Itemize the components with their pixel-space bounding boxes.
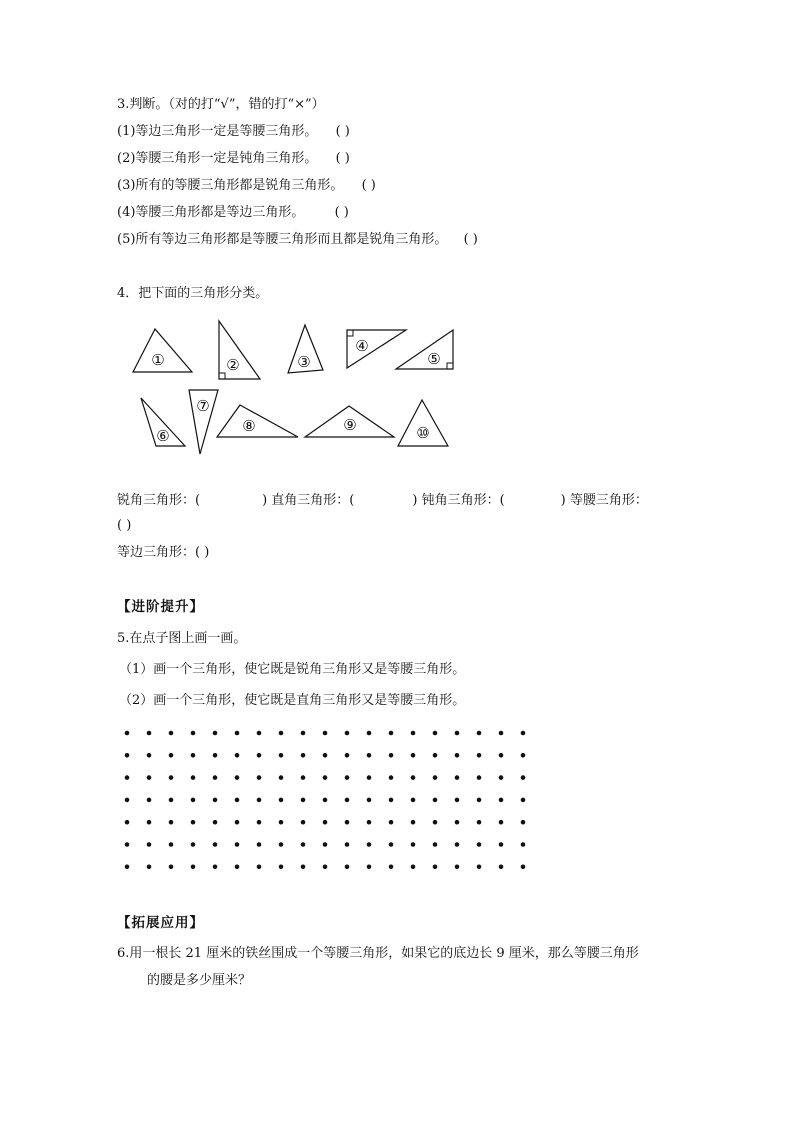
grid-dot[interactable] (411, 820, 416, 825)
grid-dot[interactable] (367, 865, 372, 870)
grid-dot[interactable] (169, 865, 174, 870)
grid-dot[interactable] (279, 753, 284, 758)
grid-dot[interactable] (257, 798, 262, 803)
grid-dot[interactable] (521, 798, 526, 803)
grid-dot[interactable] (235, 731, 240, 736)
q3-item-4 (117, 204, 349, 222)
grid-dot[interactable] (169, 798, 174, 803)
triangle-label-9: ⑨ (343, 416, 357, 434)
grid-dot[interactable] (301, 798, 306, 803)
grid-dot[interactable] (499, 731, 504, 736)
grid-dot[interactable] (521, 820, 526, 825)
grid-dot[interactable] (147, 753, 152, 758)
q5-item-2: （2）画一个三角形，使它既是直角三角形又是等腰三角形。 (119, 693, 466, 708)
triangle-label-6: ⑥ (156, 427, 170, 445)
grid-dot[interactable] (521, 775, 526, 780)
grid-dot[interactable] (323, 865, 328, 870)
grid-dot[interactable] (191, 798, 196, 803)
grid-dot[interactable] (301, 865, 306, 870)
grid-dot[interactable] (301, 820, 306, 825)
answer-blank[interactable]: ( ) (335, 124, 350, 139)
grid-dot[interactable] (279, 798, 284, 803)
grid-dot[interactable] (235, 775, 240, 780)
q3-item-2 (117, 150, 350, 168)
grid-dot[interactable] (147, 865, 152, 870)
q5-title: 5.在点子图上画一画。 (117, 631, 247, 646)
grid-dot[interactable] (499, 775, 504, 780)
grid-dot[interactable] (323, 820, 328, 825)
grid-dot[interactable] (411, 842, 416, 847)
grid-dot[interactable] (367, 753, 372, 758)
grid-dot[interactable] (125, 731, 130, 736)
grid-dot[interactable] (477, 865, 482, 870)
grid-dot[interactable] (323, 775, 328, 780)
answer-blank[interactable]: ( ) (463, 232, 478, 247)
grid-dot[interactable] (411, 731, 416, 736)
grid-dot[interactable] (169, 842, 174, 847)
q6-line-1: 6.用一根长 21 厘米的铁丝围成一个等腰三角形，如果它的底边长 9 厘米，那么等腰三角形 (117, 946, 639, 961)
grid-dot[interactable] (455, 753, 460, 758)
grid-dot[interactable] (147, 798, 152, 803)
grid-dot[interactable] (191, 775, 196, 780)
triangle-5 (396, 330, 453, 369)
grid-dot[interactable] (521, 731, 526, 736)
grid-dot[interactable] (301, 775, 306, 780)
grid-dot[interactable] (125, 775, 130, 780)
triangle-label-5: ⑤ (427, 350, 441, 368)
grid-dot[interactable] (433, 775, 438, 780)
triangle-label-7: ⑦ (196, 397, 210, 415)
q3-title: 3.判断。（对的打“√”，错的打“×”） (117, 97, 325, 112)
q4-title: 4．把下面的三角形分类。 (117, 286, 269, 301)
grid-dot[interactable] (257, 753, 262, 758)
acute-label: 锐角三角形：( (117, 493, 201, 508)
grid-dot[interactable] (499, 798, 504, 803)
grid-dot[interactable] (169, 775, 174, 780)
grid-dot[interactable] (125, 820, 130, 825)
grid-dot[interactable] (389, 842, 394, 847)
triangle-label-8: ⑧ (242, 417, 256, 435)
grid-dot[interactable] (191, 731, 196, 736)
grid-dot[interactable] (279, 842, 284, 847)
grid-dot[interactable] (521, 842, 526, 847)
grid-dot[interactable] (433, 865, 438, 870)
grid-dot[interactable] (169, 753, 174, 758)
grid-dot[interactable] (213, 798, 218, 803)
grid-dot[interactable] (191, 820, 196, 825)
grid-dot[interactable] (499, 842, 504, 847)
triangle-label-1: ① (151, 351, 165, 369)
q6-line-2: 的腰是多少厘米？ (147, 973, 252, 988)
advanced-heading: 【进阶提升】 (117, 599, 204, 615)
grid-dot[interactable] (455, 775, 460, 780)
q3-item-text: (1)等边三角形一定是等腰三角形。 (117, 124, 318, 139)
grid-dot[interactable] (411, 775, 416, 780)
grid-dot[interactable] (345, 731, 350, 736)
grid-dot[interactable] (125, 798, 130, 803)
grid-dot[interactable] (499, 820, 504, 825)
grid-dot[interactable] (279, 820, 284, 825)
q5-item-1: （1）画一个三角形，使它既是锐角三角形又是等腰三角形。 (119, 662, 466, 677)
grid-dot[interactable] (235, 842, 240, 847)
grid-dot[interactable] (411, 865, 416, 870)
grid-dot[interactable] (455, 798, 460, 803)
grid-dot[interactable] (433, 753, 438, 758)
grid-dot[interactable] (411, 753, 416, 758)
triangle-8 (217, 405, 298, 437)
triangle-label-10: ⑩ (416, 424, 430, 442)
grid-dot[interactable] (345, 798, 350, 803)
grid-dot[interactable] (301, 753, 306, 758)
q3-item-text: (5)所有等边三角形都是等腰三角形而且都是锐角三角形。 (117, 232, 448, 247)
grid-dot[interactable] (213, 775, 218, 780)
grid-dot[interactable] (521, 753, 526, 758)
extension-heading: 【拓展应用】 (117, 915, 204, 931)
grid-dot[interactable] (499, 753, 504, 758)
grid-dot[interactable] (279, 775, 284, 780)
grid-dot[interactable] (389, 865, 394, 870)
grid-dot[interactable] (235, 820, 240, 825)
grid-dot[interactable] (323, 798, 328, 803)
grid-dot[interactable] (345, 753, 350, 758)
grid-dot[interactable] (389, 820, 394, 825)
grid-dot[interactable] (367, 775, 372, 780)
grid-dot[interactable] (345, 842, 350, 847)
triangles-figure (0, 312, 794, 492)
grid-dot[interactable] (345, 865, 350, 870)
grid-dot[interactable] (191, 865, 196, 870)
obtuse-label: ) 钝角三角形：( (412, 493, 505, 508)
grid-dot[interactable] (213, 865, 218, 870)
grid-dot[interactable] (477, 731, 482, 736)
grid-dot[interactable] (169, 731, 174, 736)
grid-dot[interactable] (367, 731, 372, 736)
grid-dot[interactable] (279, 731, 284, 736)
triangle-label-4: ④ (355, 337, 369, 355)
grid-dot[interactable] (455, 865, 460, 870)
grid-dot[interactable] (191, 753, 196, 758)
grid-dot[interactable] (213, 753, 218, 758)
grid-dot[interactable] (389, 798, 394, 803)
grid-dot[interactable] (389, 731, 394, 736)
grid-dot[interactable] (433, 731, 438, 736)
grid-dot[interactable] (345, 775, 350, 780)
grid-dot[interactable] (323, 753, 328, 758)
grid-dot[interactable] (455, 842, 460, 847)
q3-item-1 (117, 123, 350, 141)
isosceles-label: ) 等腰三角形： (560, 493, 648, 508)
grid-dot[interactable] (257, 842, 262, 847)
q3-item-text: (2)等腰三角形一定是钝角三角形。 (117, 151, 318, 166)
grid-dot[interactable] (235, 865, 240, 870)
grid-dot[interactable] (323, 731, 328, 736)
grid-dot[interactable] (257, 731, 262, 736)
grid-dot[interactable] (477, 820, 482, 825)
grid-dot[interactable] (257, 820, 262, 825)
grid-dot[interactable] (301, 842, 306, 847)
grid-dot[interactable] (169, 820, 174, 825)
equilateral-label: 等边三角形：( ) (117, 545, 210, 560)
triangle-label-2: ② (226, 356, 240, 374)
grid-dot[interactable] (147, 775, 152, 780)
grid-dot[interactable] (477, 775, 482, 780)
q3-item-3 (117, 177, 376, 195)
q3-item-text: (3)所有的等腰三角形都是锐角三角形。 (117, 178, 344, 193)
grid-dot[interactable] (345, 820, 350, 825)
grid-dot[interactable] (147, 820, 152, 825)
grid-dot[interactable] (367, 798, 372, 803)
grid-dot[interactable] (477, 842, 482, 847)
grid-dot[interactable] (125, 865, 130, 870)
grid-dot[interactable] (367, 820, 372, 825)
grid-dot[interactable] (213, 820, 218, 825)
grid-dot[interactable] (257, 775, 262, 780)
classification-row-1 (117, 492, 648, 510)
grid-dot[interactable] (323, 842, 328, 847)
isosceles-answer-blank[interactable]: ( ) (117, 518, 132, 533)
grid-dot[interactable] (191, 842, 196, 847)
answer-blank[interactable]: ( ) (335, 151, 350, 166)
grid-dot[interactable] (125, 753, 130, 758)
grid-dot[interactable] (279, 865, 284, 870)
grid-dot[interactable] (477, 798, 482, 803)
grid-dot[interactable] (455, 731, 460, 736)
grid-dot[interactable] (389, 775, 394, 780)
grid-dot[interactable] (433, 820, 438, 825)
grid-dot[interactable] (455, 820, 460, 825)
dot-grid[interactable] (0, 720, 794, 880)
grid-dot[interactable] (433, 798, 438, 803)
grid-dot[interactable] (147, 731, 152, 736)
right-label: ) 直角三角形：( (262, 493, 355, 508)
grid-dot[interactable] (147, 842, 152, 847)
grid-dot[interactable] (235, 753, 240, 758)
grid-dot[interactable] (257, 865, 262, 870)
q3-item-text: (4)等腰三角形都是等边三角形。 (117, 205, 305, 220)
q3-item-5 (117, 231, 478, 249)
grid-dot[interactable] (235, 798, 240, 803)
grid-dot[interactable] (213, 842, 218, 847)
triangle-label-3: ③ (297, 353, 311, 371)
grid-dot[interactable] (499, 865, 504, 870)
grid-dot[interactable] (477, 753, 482, 758)
answer-blank[interactable]: ( ) (361, 178, 376, 193)
grid-dot[interactable] (521, 865, 526, 870)
grid-dot[interactable] (389, 753, 394, 758)
answer-blank[interactable]: ( ) (334, 205, 349, 220)
grid-dot[interactable] (367, 842, 372, 847)
grid-dot[interactable] (125, 842, 130, 847)
grid-dot[interactable] (301, 731, 306, 736)
grid-dot[interactable] (213, 731, 218, 736)
grid-dot[interactable] (433, 842, 438, 847)
grid-dot[interactable] (411, 798, 416, 803)
